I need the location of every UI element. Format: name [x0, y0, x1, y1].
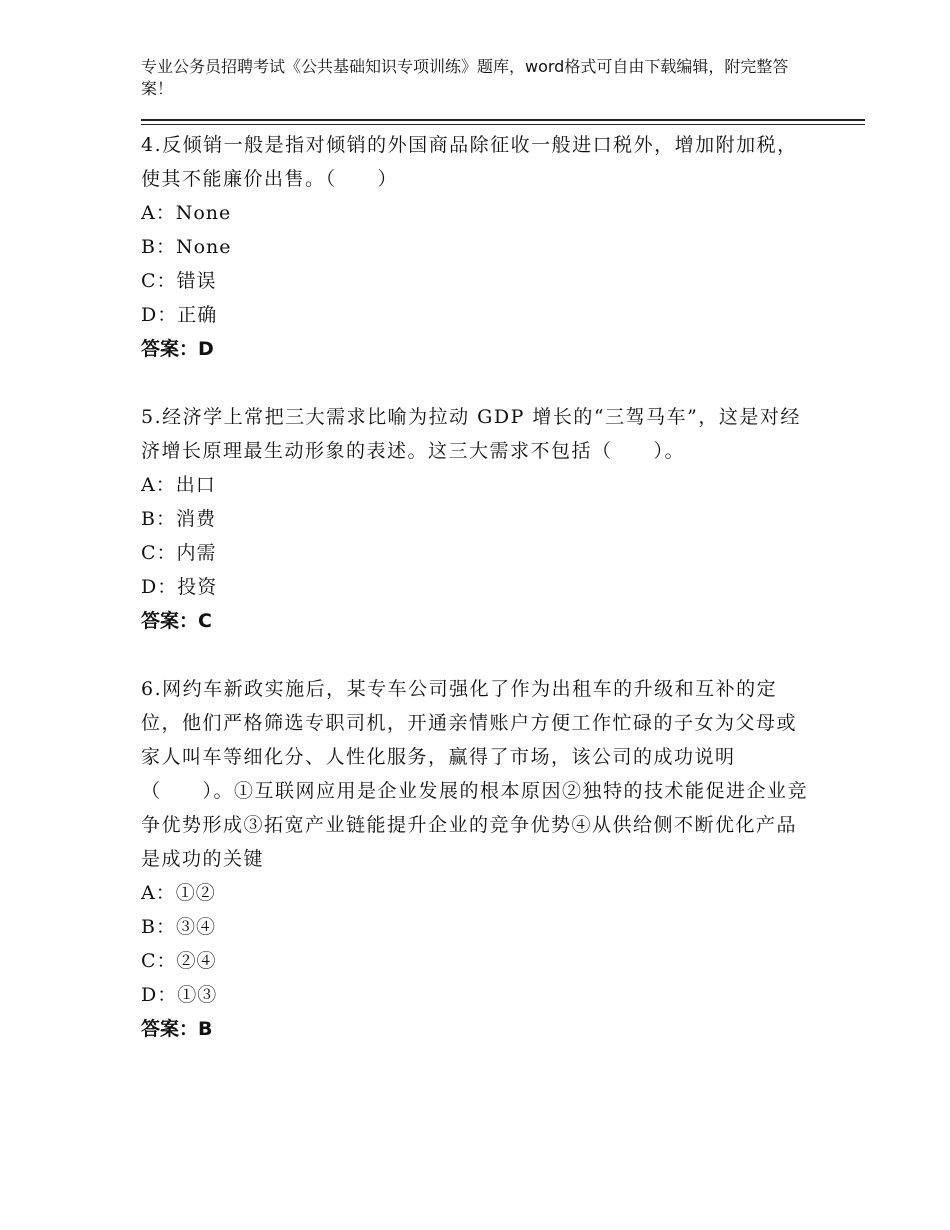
header-rule-thick [141, 119, 865, 121]
option-c: C：错误 [141, 270, 217, 292]
answer: 答案：B [141, 1018, 213, 1040]
option-c: C：内需 [141, 542, 217, 564]
question-text: 6.网约车新政实施后，某专车公司强化了作为出租车的升级和互补的定位，他们严格筛选专职司机，开通亲情账户方便工作忙碌的子女为父母或家人叫车等细化分、人性化服务，赢得了市场，该公司的成功说明（ ）。①互联网应用是企业发展的根本原因②独特的技术能促进企业竞争优势形成③拓宽产业链能提升企业的竞争优势④从供给侧不断优化产品是成功的关键 [141, 678, 809, 870]
option-b: B：③④ [141, 916, 216, 938]
option-b: B：消费 [141, 508, 216, 530]
question-text: 4.反倾销一般是指对倾销的外国商品除征收一般进口税外，增加附加税，使其不能廉价出售。（ ） [141, 134, 798, 190]
option-d: D：正确 [141, 304, 218, 326]
option-d: D：①③ [141, 984, 218, 1006]
spacer [141, 366, 811, 400]
question-6 [141, 672, 811, 1046]
answer: 答案：D [141, 338, 214, 360]
question-text: 5.经济学上常把三大需求比喻为拉动 GDP 增长的“三驾马车”，这是对经济增长原理最生动形象的表述。这三大需求不包括（ ）。 [141, 406, 801, 462]
option-d: D：投资 [141, 576, 218, 598]
header-rule-thin [141, 124, 865, 125]
option-c: C：②④ [141, 950, 217, 972]
question-5 [141, 400, 811, 638]
answer: 答案：C [141, 610, 212, 632]
option-b: B：None [141, 236, 232, 258]
spacer [141, 638, 811, 672]
question-4 [141, 128, 811, 366]
option-a: A：①② [141, 882, 216, 904]
option-a: A：None [141, 202, 232, 224]
option-a: A：出口 [141, 474, 216, 496]
question-list [141, 128, 811, 1046]
document-header: 专业公务员招聘考试《公共基础知识专项训练》题库，word格式可自由下载编辑，附完整答案！ [141, 57, 789, 98]
